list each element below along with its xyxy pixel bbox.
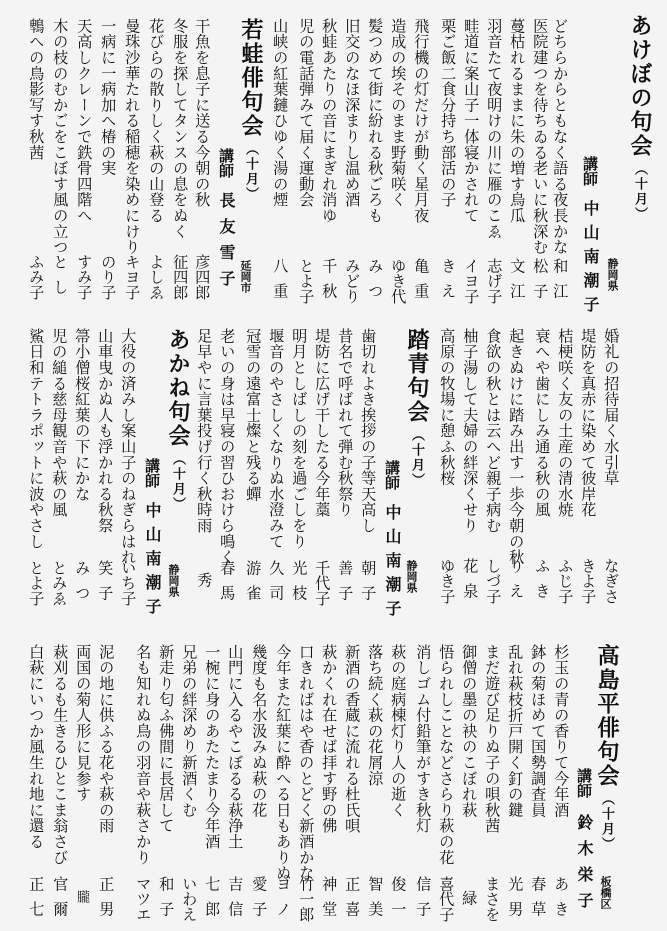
haiku-text: 幾度も名水汲みぬ萩の花	[250, 644, 269, 818]
haiku-author: 笑子	[96, 560, 115, 611]
haiku-text: 乱れ萩枝折戸開く釘の鍵	[506, 644, 525, 818]
haiku-text: 萩の庭病棟灯り人の逝く	[389, 644, 408, 818]
haiku-author: 愛子	[250, 876, 269, 927]
haiku	[96, 328, 115, 534]
haiku-text: 畦道に案山子一体寝かされて	[462, 18, 481, 224]
haiku	[556, 328, 575, 518]
haiku-text: 山峡の紅葉鏈ひゆく湯の煙	[271, 18, 290, 208]
haiku-text: 新酒の香蔵に流れる杜氏唄	[343, 644, 362, 834]
haiku	[438, 328, 457, 486]
haiku-text: 今年また紅葉に酔へる日もありぬ	[274, 644, 293, 881]
haiku-text: 児の電話弾みて届く運動会	[297, 18, 316, 208]
haiku-text: 医院建つを待ちゐる老いに秋深む	[531, 18, 550, 255]
haiku-author: 春馬	[218, 560, 237, 611]
haiku-author: 正七	[27, 876, 46, 927]
haiku	[437, 644, 456, 866]
haiku-text: 栗ご飯二食分持ち部活の子	[439, 18, 458, 208]
haiku-text: 桔梗咲く友の土産の清水焼	[556, 328, 575, 518]
group-month: （十月）	[599, 792, 614, 852]
group-title	[628, 14, 650, 222]
haiku-text: 木の枝のむかごをこぼす風の立つ	[51, 18, 70, 255]
haiku	[439, 18, 458, 208]
haiku-text: 起きぬけに踏み出す一歩今朝の秋	[507, 328, 526, 565]
haiku-author: いわえ	[180, 876, 199, 922]
haiku	[343, 644, 362, 834]
haiku	[533, 328, 552, 518]
haiku-text: 天高しクレーンで鉄骨四階へ	[75, 18, 94, 224]
haiku-author: 秀	[195, 572, 214, 588]
haiku-author: ゆき代	[389, 258, 408, 304]
teacher-place: 静岡県	[606, 258, 619, 291]
haiku	[389, 18, 408, 208]
haiku-text: 山車曳かぬ人も浮かれる秋祭	[96, 328, 115, 534]
group-title-text: 踏青句会	[404, 328, 429, 424]
haiku	[462, 18, 481, 224]
haiku	[551, 18, 570, 255]
haiku-text: 明月としばしの刻を過ごしをり	[290, 328, 309, 550]
haiku-author: なぎさ	[602, 558, 621, 604]
haiku-text: 両国の菊人形に見参す	[74, 644, 93, 802]
haiku	[313, 328, 332, 518]
haiku-author: 松子	[531, 258, 550, 309]
haiku-author: まさを	[483, 876, 502, 922]
teacher-place: 静岡県	[167, 564, 180, 597]
haiku-author: 正喜	[343, 876, 362, 927]
haiku-author: とよ子	[297, 258, 316, 304]
haiku-text: 新走り匂ふ佛間に長居して	[157, 644, 176, 834]
haiku-text: 造成の埃そのまま野菊咲く	[389, 18, 408, 208]
haiku-text: 萩かくれ在せば拝す野の佛	[320, 644, 339, 834]
teacher-label: 講師	[581, 156, 599, 186]
haiku-text: 衰へや歯にしみ通る秋の風	[533, 328, 552, 518]
haiku-text: 鯊日和テトラポットに波やさし	[27, 328, 46, 550]
group-month: （十月）	[170, 452, 185, 512]
haiku-author: とし	[51, 254, 70, 305]
group-title-text: あけぼの句会	[627, 14, 652, 158]
haiku-author: 神堂	[320, 876, 339, 927]
haiku	[274, 644, 293, 881]
haiku-text: 老いの身は早寝の習ひおけら鳴く	[218, 328, 237, 565]
haiku	[51, 644, 70, 866]
haiku-text: 鵯への鳥影写す秋茜	[27, 18, 46, 161]
haiku-text: 名も知れぬ鳥の羽音や萩さかり	[134, 644, 153, 866]
teacher-place: 延岡市	[239, 260, 252, 293]
haiku-text: 堰音のやさしくなりぬ水澄みて	[267, 328, 286, 550]
haiku-author: 彦四郎	[193, 254, 212, 300]
haiku-text: 児の縋る慈母観音や萩の風	[50, 328, 69, 518]
haiku-author: 游雀	[244, 560, 263, 611]
haiku-text: 足早やに言葉投げ行く秋時雨	[195, 328, 214, 534]
haiku-text: 高原の牧場に憩ふ秋桜	[438, 328, 457, 486]
haiku	[74, 644, 93, 802]
group-month: （十月）	[632, 162, 647, 222]
teacher-label: 講師	[383, 460, 401, 490]
haiku-author: とみゑ	[50, 560, 69, 606]
teacher	[384, 460, 400, 624]
haiku-author: のり子	[99, 254, 118, 300]
haiku-text: 口きればはや香のとどく新酒かな	[297, 644, 316, 881]
haiku-text: 冠雪の遠富士燦と残る蟬	[244, 328, 263, 502]
haiku-author: 正男	[97, 876, 116, 927]
haiku-author: 俊一	[389, 876, 408, 927]
teacher-name: 中山南潮子	[143, 502, 162, 622]
teacher-name: 中山南潮子	[383, 504, 402, 624]
haiku-text: 泥の地に供ふる花や萩の雨	[97, 644, 116, 834]
haiku	[290, 328, 309, 550]
haiku	[602, 328, 621, 486]
group-title	[239, 18, 261, 202]
haiku-author: みつ	[366, 258, 385, 309]
band-bottom	[0, 644, 667, 931]
haiku	[180, 644, 199, 818]
haiku-text: まだ遊び足りぬ子の唄秋茜	[483, 644, 502, 834]
haiku	[134, 644, 153, 866]
haiku-text: 白萩にいつか風生れ地に還る	[27, 644, 46, 850]
haiku-text: 花びらの散りしく萩の山登る	[147, 18, 166, 224]
haiku	[147, 18, 166, 224]
haiku	[50, 328, 69, 518]
haiku-author: 久司	[267, 560, 286, 611]
haiku	[244, 328, 263, 502]
haiku	[75, 18, 94, 224]
haiku-text: 堤防を真赤に染めて彼岸花	[579, 328, 598, 518]
haiku-text: 兄弟の絆深めり新酒くむ	[180, 644, 199, 818]
haiku-text: 髪つめて街に紛れる秋ごろも	[366, 18, 385, 224]
teacher-name: 中山南潮子	[581, 200, 600, 320]
haiku-author: いち子	[119, 560, 138, 606]
haiku-author: よしゑ	[147, 254, 166, 300]
haiku-author: 志げ子	[485, 258, 504, 304]
haiku	[27, 644, 46, 850]
teacher-label: 講師	[217, 148, 235, 178]
haiku-author: 春草	[529, 876, 548, 927]
haiku-author: 朧	[74, 890, 89, 903]
haiku	[193, 18, 212, 208]
haiku-text: 大役の済みし案山子のねぎらはれ	[119, 328, 138, 565]
haiku	[171, 18, 190, 240]
haiku-author: 光男	[506, 876, 525, 927]
haiku-author: あき	[552, 876, 571, 927]
haiku	[508, 18, 527, 224]
haiku-text: 萩刈るも生きるひとこま翁さび	[51, 644, 70, 866]
haiku-text: 一病に一病加へ椿の実	[99, 18, 118, 176]
haiku-author: 和子	[157, 876, 176, 927]
haiku-author: 千秋	[320, 258, 339, 309]
haiku	[27, 328, 46, 550]
haiku-text: 羽音たて夜明けの川に雁のこゑ	[485, 18, 504, 240]
haiku-author: 光枝	[290, 560, 309, 611]
haiku-author: りえ	[507, 558, 526, 609]
haiku	[203, 644, 222, 850]
group-title	[405, 328, 427, 488]
haiku-author: みどり	[343, 258, 362, 304]
haiku	[552, 644, 571, 818]
teacher	[576, 768, 592, 918]
haiku-text: 秋蛙あたりの音にまぎれ消ゆ	[320, 18, 339, 224]
haiku-text: 鉢の菊ほめて国勢調査員	[529, 644, 548, 818]
band-top	[0, 10, 667, 320]
haiku	[483, 644, 502, 834]
haiku-text: 柚子湯して夫婦の絆深くせり	[461, 328, 480, 534]
haiku-author: すみ子	[75, 254, 94, 300]
haiku-text: 干魚を息子に送る今朝の秋	[193, 18, 212, 208]
haiku-author: 亀重	[412, 258, 431, 309]
haiku	[51, 18, 70, 255]
group-title-text: 高島平俳句会	[594, 644, 619, 788]
teacher-name: 鈴木栄子	[575, 814, 594, 918]
teacher	[582, 156, 598, 320]
haiku-author: 吉信	[226, 876, 245, 927]
haiku-text: 蔓枯れるままに朱の増す烏瓜	[508, 18, 527, 224]
haiku-text: 冬服を探してタンスの息をぬく	[171, 18, 190, 240]
haiku-text: 山門に入るやこぼるる萩浄土	[226, 644, 245, 850]
haiku	[27, 18, 46, 161]
teacher-place: 板橋区	[599, 876, 612, 909]
haiku-author: しづ子	[484, 558, 503, 604]
haiku	[320, 644, 339, 834]
haiku-author: ふき	[533, 558, 552, 609]
haiku	[579, 328, 598, 518]
haiku-author: ふじ子	[556, 558, 575, 604]
haiku	[157, 644, 176, 834]
teacher	[144, 458, 160, 622]
group-month: （十月）	[243, 142, 258, 202]
haiku-text: 落ち続く萩の花屑涼	[366, 644, 385, 787]
haiku	[484, 328, 503, 534]
haiku	[389, 644, 408, 818]
group-title-text: あかね句会	[165, 328, 190, 448]
haiku-author: とよ子	[27, 560, 46, 606]
haiku-author: 千代子	[313, 560, 332, 606]
haiku	[123, 18, 142, 255]
haiku-author: きよ子	[579, 558, 598, 604]
haiku-author: 竹一郎	[297, 876, 316, 922]
haiku-text: 昔名で呼ばれて弾む秋祭り	[336, 328, 355, 518]
teacher-label: 講師	[143, 458, 161, 488]
haiku	[414, 644, 433, 834]
haiku-author: ふみ子	[27, 254, 46, 300]
haiku-author: みつ	[73, 560, 92, 611]
haiku-author: 信子	[414, 876, 433, 927]
haiku-author: ゆき子	[438, 558, 457, 604]
haiku	[97, 644, 116, 834]
group-title	[166, 328, 188, 512]
haiku	[507, 328, 526, 565]
haiku-text: 歯切れよき挨拶の子等天高し	[359, 328, 378, 534]
haiku	[336, 328, 355, 518]
haiku	[297, 644, 316, 881]
haiku	[297, 18, 316, 208]
haiku-author: 和江	[551, 258, 570, 309]
haiku-text: 婚礼の招待届く水引草	[602, 328, 621, 486]
haiku	[226, 644, 245, 850]
haiku-text: 御僧の墨の袂のこぼれ萩	[460, 644, 479, 818]
haiku-author: 七郎	[203, 876, 222, 927]
haiku-text: 消しゴム付鉛筆がすき秋灯	[414, 644, 433, 834]
haiku-author: 智美	[366, 876, 385, 927]
group-month: （十月）	[409, 428, 424, 488]
haiku-author: 官爾	[51, 876, 70, 927]
haiku-author: 緑	[460, 890, 479, 906]
teacher	[218, 148, 234, 296]
haiku	[366, 18, 385, 224]
group-title-text: 若蛙俳句会	[238, 18, 263, 138]
haiku	[271, 18, 290, 208]
haiku-text: 飛行機の灯だけが動く星月夜	[412, 18, 431, 224]
haiku-text: 旧交のなほ深まりし温め酒	[343, 18, 362, 208]
haiku-author: きえ	[439, 258, 458, 309]
haiku	[267, 328, 286, 550]
haiku	[218, 328, 237, 565]
haiku-text: 箒小僧桜紅葉の下にかな	[73, 328, 92, 502]
haiku	[250, 644, 269, 818]
teacher-place: 静岡県	[405, 560, 418, 593]
haiku-text: 一椀に身のあたたまり今年酒	[203, 644, 222, 850]
teacher-label: 講師	[575, 768, 593, 798]
haiku	[460, 644, 479, 818]
haiku	[343, 18, 362, 208]
haiku-author: 文江	[508, 258, 527, 309]
haiku	[73, 328, 92, 502]
haiku-text: どちらからともなく語る夜長かな	[551, 18, 570, 255]
haiku	[359, 328, 378, 534]
haiku	[506, 644, 525, 818]
teacher-name: 長友雪子	[217, 192, 236, 296]
haiku-author: 征四郎	[171, 254, 190, 300]
haiku	[531, 18, 550, 255]
haiku-author: マツエ	[134, 876, 153, 922]
haiku-author: 善子	[336, 560, 355, 611]
haiku	[320, 18, 339, 224]
haiku-text: 杉玉の青の香りて今年酒	[552, 644, 571, 818]
haiku-text: 堤防に広げ干したる今年藁	[313, 328, 332, 518]
haiku	[461, 328, 480, 534]
haiku-author: 花泉	[461, 558, 480, 609]
haiku	[195, 328, 214, 534]
haiku-author: 喜代子	[437, 876, 456, 922]
haiku-author: ヨノ	[274, 876, 293, 927]
haiku	[529, 644, 548, 818]
haiku	[99, 18, 118, 176]
haiku	[119, 328, 138, 565]
haiku	[366, 644, 385, 787]
haiku-text: 曼珠沙華たれる稲穂を染めにけり	[123, 18, 142, 255]
haiku	[485, 18, 504, 240]
haiku-author: 八重	[271, 258, 290, 309]
haiku	[412, 18, 431, 224]
band-middle	[0, 328, 667, 624]
haiku-author: 朝子	[359, 560, 378, 611]
haiku-text: 悟られしことなどさらり萩の花	[437, 644, 456, 866]
haiku-text: 食欲の秋とは云へど親子病む	[484, 328, 503, 534]
group-title	[595, 644, 617, 852]
haiku-author: イヨ子	[462, 258, 481, 304]
haiku-author: キヨ子	[123, 254, 142, 300]
